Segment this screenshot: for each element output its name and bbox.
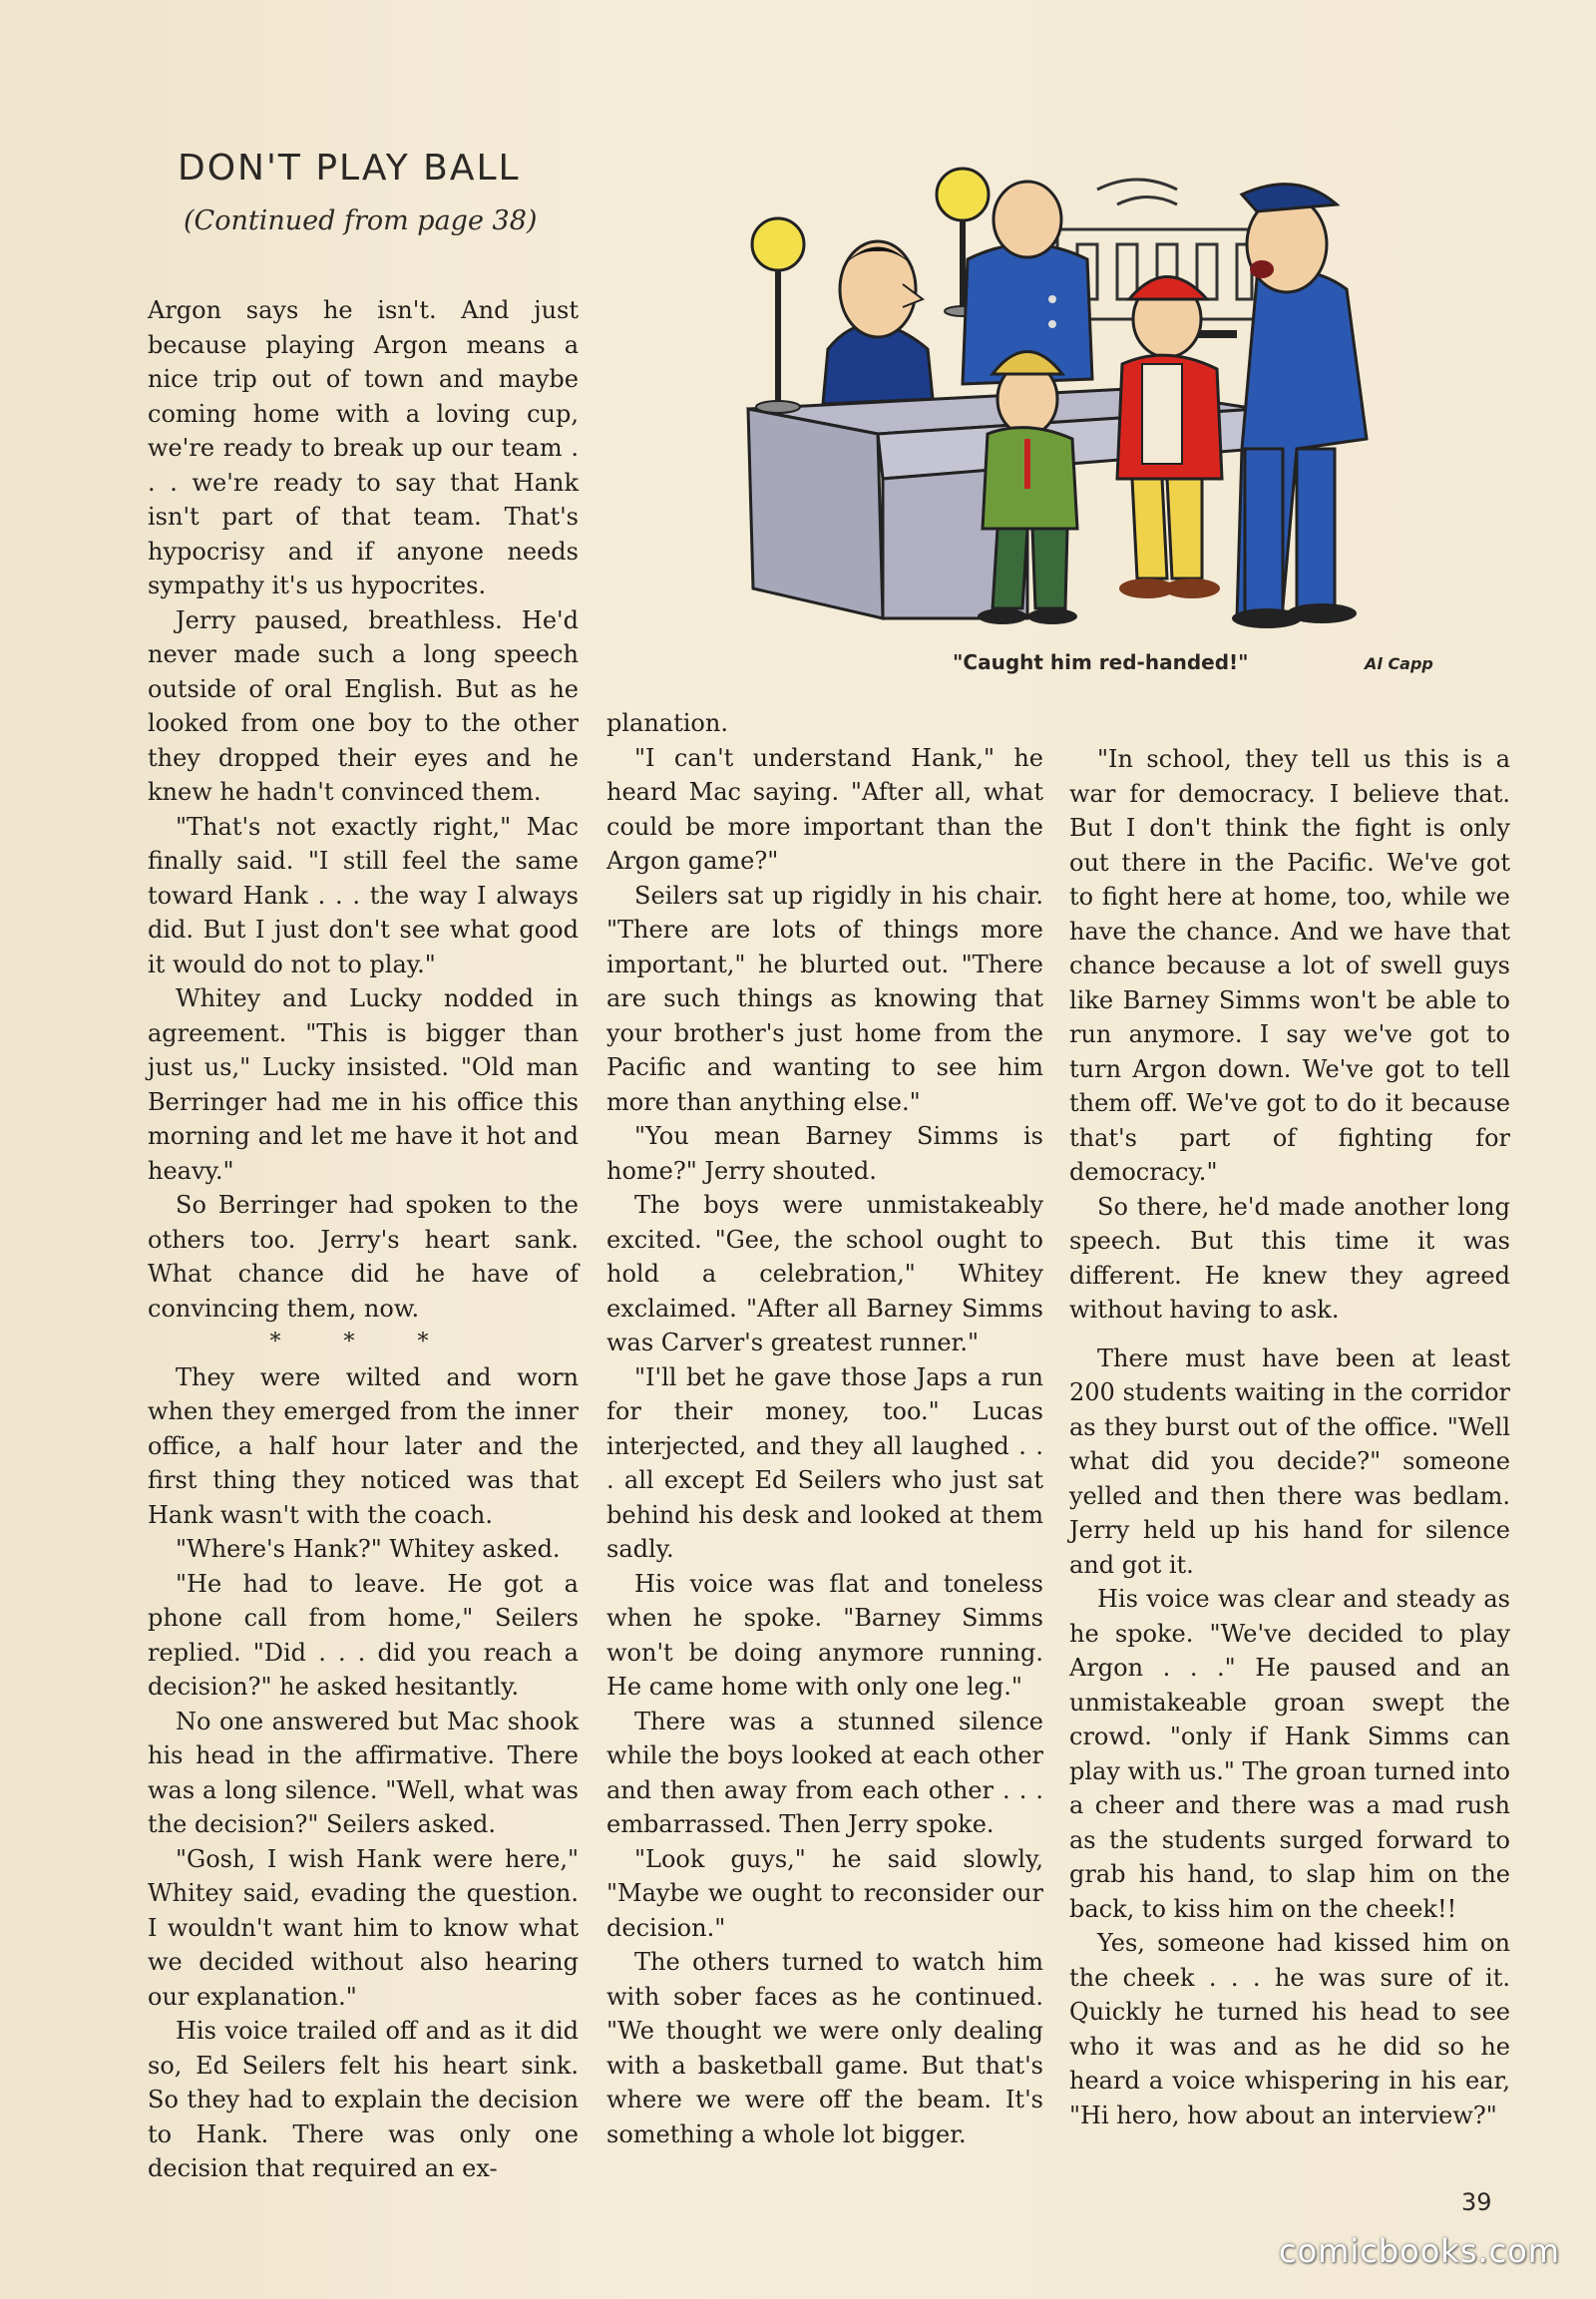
paragraph: Jerry paused, breathless. He'd never made such a long speech outside of oral English. But as he looked from one boy to the other they dropped their eyes and he knew he hadn't convinced them.	[148, 605, 579, 806]
paragraph: "That's not exactly right," Mac finally said. "I still feel the same toward Hank . . . the way I always did. But I just don't see what good it would do not to play."	[148, 812, 579, 978]
text-column-1	[148, 293, 579, 2186]
boy-red-jacket	[1117, 277, 1222, 599]
paragraph: "Look guys," he said slowly, "Maybe we ought to reconsider our decision."	[606, 1844, 1043, 1942]
paragraph: "I'll bet he gave those Japs a run for their money, too." Lucas interjected, and they all laughed . . . all except Ed Seilers who just sat behind his desk and looked at them sadly.	[606, 1362, 1043, 1563]
paragraph: So there, he'd made another long speech. But this time it was different. He knew they agreed without having to ask.	[1069, 1192, 1510, 1324]
text-column-3	[1069, 742, 1510, 2132]
paragraph: Seilers sat up rigidly in his chair. "There are lots of things more important," he blurted out. "There are such things as knowing that your brother's just home from the Pacific and wanting to see him more than anything else."	[606, 881, 1043, 1116]
paragraph: His voice was clear and steady as he spoke. "We've decided to play Argon . . ." He paused and an unmistakeable groan swept the crowd. "only if Hank Simms can play with us." The groan turned into a cheer and there was a mad rush as the students surged forward to grab his hand, to slap him on the back, to kiss him on the cheek!!	[1069, 1585, 1510, 1923]
paragraph: "You mean Barney Simms is home?" Jerry shouted.	[606, 1122, 1043, 1185]
paragraph: "In school, they tell us this is a war for democracy. I believe that. But I don't think the fight is only out there in the Pacific. We've got to fight here at home, too, while we have the chance. And we have that chance because a lot of swell guys like Barney Simms won't be able to run anymore. I say we've got to turn Argon down. We've got to tell them off. We've got to do it because that's part of fighting for democracy."	[1069, 745, 1510, 1186]
illustration-caption: "Caught him red-handed!"	[953, 650, 1249, 674]
paragraph: There must have been at least 200 students waiting in the corridor as they burst out of the office. "Well what did you decide?" someone yelled and then there was bedlam. Jerry held up his hand for silence and got it.	[1069, 1343, 1510, 1579]
story-title: DON'T PLAY BALL	[178, 148, 521, 189]
paragraph: "I can't understand Hank," he heard Mac saying. "After all, what could be more important than the Argon game?"	[606, 743, 1043, 875]
artist-signature: Al Capp	[1365, 654, 1433, 673]
site-watermark: comicbooks.com	[1279, 2232, 1561, 2270]
paragraph: The others turned to watch him with sober faces as he continued. "We thought we were only dealing with a basketball game. But that's where we were off the beam. It's something a whole lot bigger.	[606, 1948, 1043, 2148]
paragraph: Argon says he isn't. And just because playing Argon means a nice trip out of town and maybe coming home with a loving cup, we're ready to break up our team . . . we're ready to say that Hank isn't part of that team. That's hypocrisy and if anyone needs sympathy it's us hypocrites.	[148, 296, 579, 599]
paragraph: planation.	[606, 709, 728, 737]
text-column-2	[606, 706, 1043, 2151]
paragraph: "Gosh, I wish Hank were here," Whitey said, evading the question. I wouldn't want him to know what we decided without also hearing our explanation."	[148, 1844, 579, 2011]
paragraph: The boys were unmistakeably excited. "Gee, the school ought to hold a celebration," Whitey exclaimed. "After all Barney Simms was Carver's greatest runner."	[606, 1191, 1043, 1356]
paragraph: Yes, someone had kissed him on the cheek . . . he was sure of it. Quickly he turned his head to see who it was and as he did so he heard a voice whispering in his ear, "Hi hero, how about an interview?"	[1069, 1929, 1510, 2129]
paragraph: His voice trailed off and as it did so, Ed Seilers felt his heart sink. So they had to explain the decision to Hank. There was only one decision that required an ex-	[148, 2017, 579, 2182]
continued-note: (Continued from page 38)	[184, 205, 538, 236]
paragraph: "Where's Hank?" Whitey asked.	[176, 1535, 561, 1563]
paragraph: There was a stunned silence while the boys looked at each other and then away from each other . . . embarrassed. Then Jerry spoke.	[606, 1707, 1043, 1838]
paragraph: They were wilted and worn when they emerged from the inner office, a half hour later and the first thing they noticed was that Hank wasn't with the coach.	[148, 1362, 579, 1529]
cartoon-illustration	[698, 150, 1486, 638]
paragraph: Whitey and Lucky nodded in agreement. "This is bigger than just us," Lucky insisted. "Old man Berringer had me in his office this morning and let me have it hot and heavy."	[148, 984, 579, 1185]
paragraph: His voice was flat and toneless when he spoke. "Barney Simms won't be doing anymore running. He came home with only one leg."	[606, 1569, 1043, 1701]
paragraph: So Berringer had spoken to the others too. Jerry's heart sank. What chance did he have of convincing them, now.	[148, 1191, 579, 1323]
paragraph: No one answered but Mac shook his head in the affirmative. There was a long silence. "Well, what was the decision?" Seilers asked.	[148, 1707, 579, 1838]
section-separator: * * *	[269, 1330, 457, 1354]
paragraph: "He had to leave. He got a phone call from home," Seilers replied. "Did . . . did you reach a decision?" he asked hesitantly.	[148, 1569, 579, 1701]
page-number: 39	[1461, 2188, 1492, 2216]
desk-sergeant	[823, 241, 933, 404]
